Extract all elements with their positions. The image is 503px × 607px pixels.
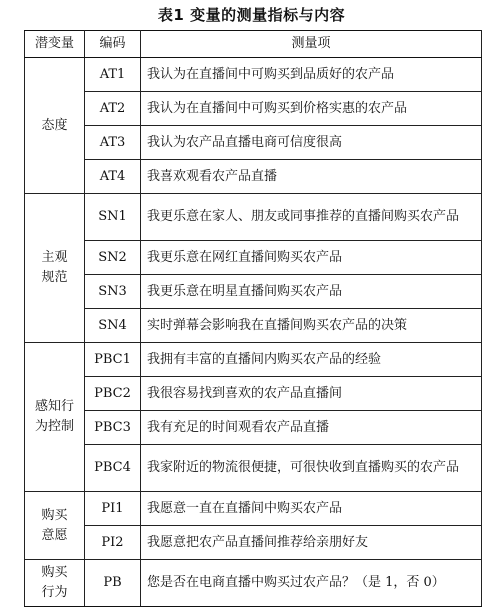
code-cell: PBC1 [85,343,141,377]
table-row [25,58,482,92]
code-cell: AT3 [85,126,141,160]
item-cell: 我更乐意在明星直播间购买农产品 [141,275,482,309]
table-row [25,445,482,492]
code-cell: AT4 [85,160,141,194]
item-cell: 我拥有丰富的直播间内购买农产品的经验 [141,343,482,377]
item-cell: 我更乐意在网红直播间购买农产品 [141,241,482,275]
table-row [25,526,482,560]
table-row [25,492,482,526]
measurement-table [24,30,482,607]
variable-purchase-intention: 购买 意愿 [25,492,85,560]
code-cell: AT1 [85,58,141,92]
variable-attitude: 态度 [25,58,85,194]
item-cell: 我愿意一直在直播间中购买农产品 [141,492,482,526]
item-cell: 您是否在电商直播中购买过农产品？（是 1，否 0） [141,560,482,607]
item-cell: 我认为在直播间中可购买到品质好的农产品 [141,58,482,92]
code-cell: SN1 [85,194,141,241]
item-cell: 我更乐意在家人、朋友或同事推荐的直播间购买农产品 [141,194,482,241]
code-cell: PB [85,560,141,607]
code-cell: SN2 [85,241,141,275]
item-cell: 我喜欢观看农产品直播 [141,160,482,194]
table-row [25,160,482,194]
header-code: 编码 [85,31,141,58]
item-cell: 实时弹幕会影响我在直播间购买农产品的决策 [141,309,482,343]
table-row [25,411,482,445]
code-cell: PBC3 [85,411,141,445]
variable-subjective-norm: 主观 规范 [25,194,85,343]
item-cell: 我认为在直播间中可购买到价格实惠的农产品 [141,92,482,126]
table-row [25,241,482,275]
variable-perceived-control: 感知行 为控制 [25,343,85,492]
variable-purchase-behavior: 购买 行为 [25,560,85,607]
code-cell: SN4 [85,309,141,343]
code-cell: SN3 [85,275,141,309]
header-row [25,31,482,58]
code-cell: PBC2 [85,377,141,411]
code-cell: PI1 [85,492,141,526]
code-cell: AT2 [85,92,141,126]
item-cell: 我很容易找到喜欢的农产品直播间 [141,377,482,411]
item-cell: 我愿意把农产品直播间推荐给亲朋好友 [141,526,482,560]
table-row [25,343,482,377]
code-cell: PI2 [85,526,141,560]
table-row [25,275,482,309]
item-cell: 我家附近的物流很便捷，可很快收到直播购买的农产品 [141,445,482,492]
table-row [25,194,482,241]
item-cell: 我认为农产品直播电商可信度很高 [141,126,482,160]
code-cell: PBC4 [85,445,141,492]
item-cell: 我有充足的时间观看农产品直播 [141,411,482,445]
table-row [25,126,482,160]
table-row [25,92,482,126]
table-row [25,377,482,411]
header-item: 测量项 [141,31,482,58]
table-row [25,309,482,343]
table-title: 表1 变量的测量指标与内容 [157,6,346,24]
table-row [25,560,482,607]
header-variable: 潜变量 [25,31,85,58]
